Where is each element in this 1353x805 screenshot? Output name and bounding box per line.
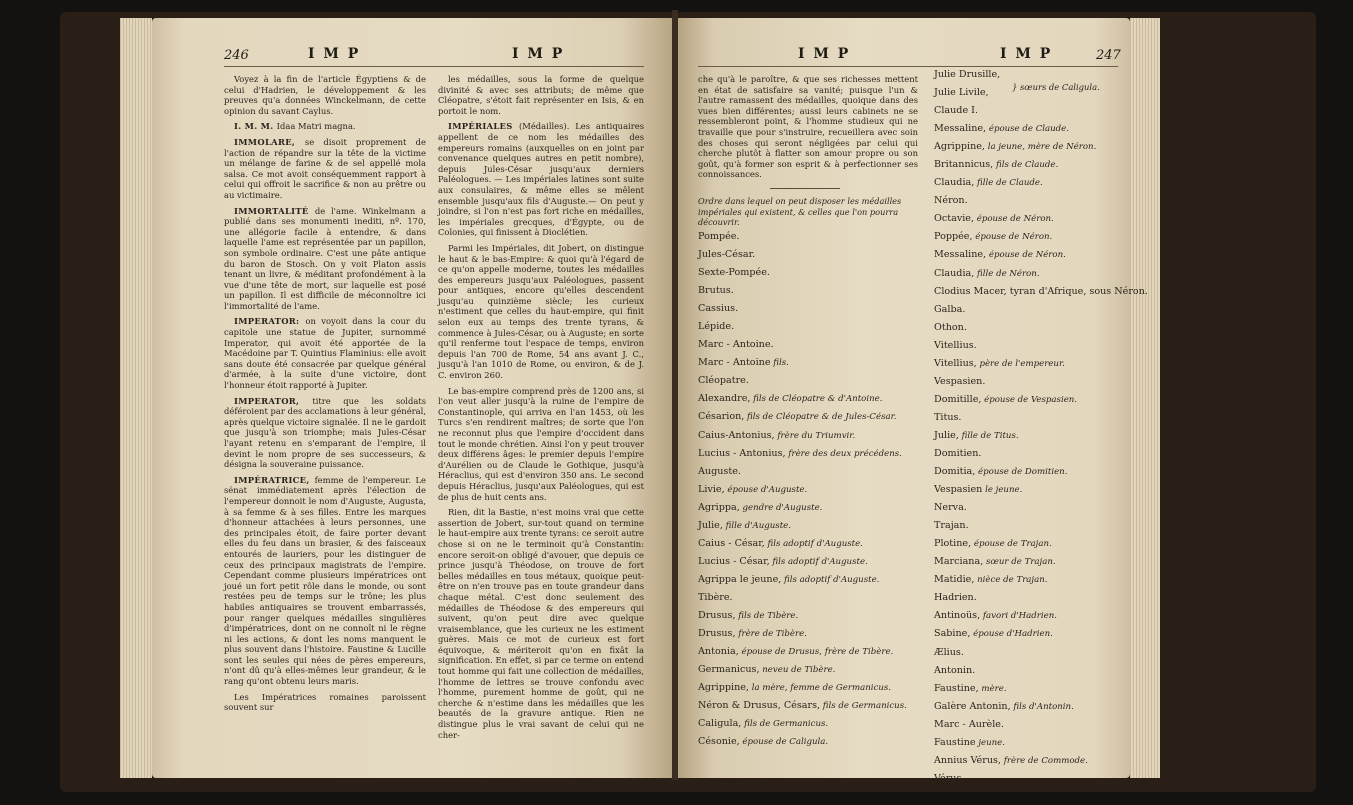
list-item-note: épouse de Néron. [972, 232, 1053, 243]
list-item-note: sœur de Trajan. [983, 557, 1056, 568]
list-item [698, 733, 928, 751]
list-item [934, 120, 1134, 138]
left-col1-paragraph [224, 396, 426, 470]
list-item-name: Néron. [934, 195, 968, 207]
entry-headword: IMPÉRATRICE, [234, 474, 315, 485]
list-item-name: Octavie, [934, 213, 975, 225]
list-item-name: Caligula, [698, 718, 742, 730]
list-item [698, 643, 928, 661]
list-item-name: Drusus, [698, 628, 736, 640]
list-item-name: Britannicus, [934, 159, 994, 171]
list-item-name: Lucius - Antonius, [698, 447, 786, 459]
left-col1-paragraph [224, 316, 426, 390]
left-col2-paragraph [438, 386, 644, 503]
entry-headword: IMMORTALITÉ [234, 205, 315, 216]
list-item-name: Brutus. [698, 285, 734, 297]
list-item-name: Livie, [698, 483, 725, 495]
entry-text: Idaa Matri magna. [276, 121, 356, 132]
list-item-note: la mère, femme de Germanicus. [748, 683, 892, 694]
list-item-name: Claude I. [934, 105, 979, 117]
list-item [934, 319, 1134, 337]
list-item [698, 607, 928, 625]
list-item [698, 715, 928, 733]
list-item-name: Plotine, [934, 538, 972, 550]
list-item-name: Nerva. [934, 502, 967, 514]
list-item [698, 336, 928, 354]
left-col1-paragraph [224, 475, 426, 687]
list-item [934, 228, 1134, 246]
list-item [934, 174, 1134, 192]
entry-text: Voyez à la fin de l'article Égyptiens & de celui d'Hadrien, le développement & les preuves qu'a données Winckelmann, de cette opinion du savant Caylus. [224, 74, 426, 116]
list-item-note: gendre d'Auguste. [739, 502, 823, 513]
list-item-note: fille d'Auguste. [722, 520, 791, 531]
list-item-note: fils de Claude. [993, 160, 1059, 171]
left-col1-paragraph [224, 692, 426, 713]
list-item [698, 463, 928, 481]
list-item-name: Vérus. [934, 772, 965, 784]
page-edges-left [120, 18, 152, 778]
list-item [934, 553, 1134, 571]
list-item-note: épouse de Néron. [974, 214, 1054, 225]
list-item-name: Agrippine, [934, 141, 985, 153]
entry-text: les médailles, sous la forme de quelque divinité & avec ses attributs; de même que Cléopatre, s'étoit fait représenter en Isis, & en portoit le nom. [438, 74, 644, 116]
list-item-name: Lépide. [698, 321, 735, 333]
list-item-name: Marc - Aurèle. [934, 718, 1005, 730]
left-column-2 [438, 74, 644, 745]
list-item-note: nièce de Trajan. [974, 575, 1048, 586]
entry-text: Rien, dit la Bastie, n'est moins vrai que cette assertion de Jobert, sur-tout quand on termine le haut-empire aux trente tyrans: ce seroit autre chose si on ne le terminoit qu'à Constantin: encore seroit-on obligé d'avouer, que depuis ce prince jusqu'à Théodose, on trouve de fort belles médailles en tous métaux, quoique peut-être on n'en trouve pas en toute grandeur dans chaque métal. C'est donc seulement des médailles de Théodose & des empereurs qui suivent, qu'on peut dire avec quelque vraisemblance, que les curieux ne les estiment guères. Mais ce mot de curieux est fort équivoque, & mériteroit qu'on en fixât la signification. En effet, si par ce terme on entend tout homme qui fait une collection de médailles, l'homme de lettres se trouve confondu avec l'homme, purement homme de goût, qui ne cherche & n'estime dans les médailles que les beautés de la gravure antique. Rien ne distingue plus le vrai savant de celui qui ne cher- [438, 507, 644, 740]
list-item [698, 318, 928, 336]
list-item-name: Césarion, [698, 411, 745, 423]
page-edges-right [1130, 18, 1160, 778]
list-item-note: neveu de Tibère. [759, 665, 836, 676]
entry-text: Parmi les Impériales, dit Jobert, on distingue le haut & le bas-Empire: & quoi qu'à l'égard de ce qu'on appelle moderne, toutes les médailles des empereurs jusqu'aux Paléologues, passent pour antiques, encore qu'elles descendent jusqu'au quinzième siècle; les curieux n'estiment que celles du haut-empire, qui finit selon eux au temps des trente tyrans, & commence à Jules-César, ou à Auguste; en sorte qu'il renferme tout l'espace de temps, environ depuis l'an 700 de Rome, 54 ans avant J. C., jusqu'à l'an 1010 de Rome, ou environ, & de J. C. environ 260. [438, 242, 644, 381]
list-item-name: Galère Antonin, [934, 700, 1011, 712]
list-item [698, 372, 928, 390]
list-item [698, 246, 928, 264]
list-item-name: Cassius. [698, 303, 739, 315]
list-item [934, 445, 1134, 463]
list-item [934, 265, 1134, 283]
list-item [698, 535, 928, 553]
entry-text: (Médailles). Les antiquaires appellent de ce nom les médailles des empereurs romains (auxquelles on en joint par convenance quelques autres en petit nombre), depuis Jules-César jusqu'aux derniers Paléologues. — Les impériales latines sont suite aux consulaires, & même elles se mêlent ensemble jusqu'aux fils d'Auguste.— On peut y joindre, si l'on n'est pas fort riche en médailles, les impériales grecques, d'Égypte, ou de Colonies, qui finissent à Dioclétien. [438, 121, 644, 238]
list-item [934, 607, 1134, 625]
entry-text: de l'ame. Winkelmann a publié dans ses monumenti inediti, nº. 170, une allégorie facile à entendre, & dans laquelle l'ame est représentée par un papillon, son symbole ordinaire. C'est une pâte antique du baron de Stosch. On y voit Platon assis tenant un livre, & méditant profondément à la vue d'une tête de mort, sur laquelle est posé un papillon. Il est difficile de méconnoître ici l'immortalité de l'ame. [224, 205, 427, 311]
list-item [934, 210, 1134, 228]
list-item-name: Agrippine, [698, 682, 749, 694]
list-item-note: la jeune, mère de Néron. [984, 142, 1097, 153]
list-item-note: fils adoptif d'Auguste. [764, 538, 863, 549]
list-item-name: Marciana, [934, 556, 984, 568]
list-item [934, 301, 1134, 319]
list-item-note: fille de Titus. [958, 430, 1019, 441]
list-item [698, 697, 928, 715]
list-item-note: frère du Triumvir. [774, 430, 856, 441]
list-item [698, 625, 928, 643]
list-item-name: Matidie, [934, 574, 975, 586]
list-item [934, 481, 1134, 499]
list-item-note: favori d'Hadrien. [980, 611, 1057, 622]
list-item [698, 517, 928, 535]
list-item [698, 264, 928, 282]
list-item-note: fils adoptif d'Auguste. [781, 574, 880, 585]
list-item-name: Caius - César, [698, 537, 765, 549]
list-item-note: épouse de Drusus, frère de Tibère. [738, 647, 894, 658]
list-item-note: mère. [978, 683, 1007, 694]
left-col2-paragraph [438, 74, 644, 116]
list-item [934, 373, 1134, 391]
left-column-1 [224, 74, 426, 718]
list-item-name: Ælius. [934, 646, 964, 658]
list-item-name: Néron & Drusus, Césars, [698, 700, 821, 712]
list-item-note: père de l'empereur. [976, 358, 1065, 369]
left-page [152, 18, 672, 778]
list-item-note: fils adoptif d'Auguste. [769, 556, 868, 567]
list-item [698, 300, 928, 318]
left-col1-paragraph [224, 137, 426, 201]
page-number-left: 246 [224, 48, 249, 63]
list-item-note: fils de Cléopatre & d'Antoine. [750, 394, 883, 405]
emperor-list-2 [934, 66, 1148, 788]
list-item-note: épouse d'Auguste. [724, 484, 808, 495]
entry-headword: IMPÉRIALES [448, 121, 519, 132]
right-column-intro: che qu'à le paroître, & que ses richesses mettent en état de satisfaire sa vanité; puisque l'un & l'autre ramassent des médailles, quoique dans des vues bien différentes; aussi leurs cabinets ne se ressembleront point, & l'homme studieux qui ne travaille que pour s'instruire, recueillera avec soin des choses qui seront négligées par celui qui cherche plutôt à flatter son amour propre ou son goût, qu'à former son esprit & à perfectionner ses connoissances. [698, 74, 918, 180]
list-item [934, 391, 1134, 409]
entry-text: femme de l'empereur. Le sénat immédiatement après l'élection de l'empereur donnoit le nom d'Auguste, Augusta, à sa femme & à ses filles. Entre les marques d'honneur attachées à leurs personnes, une des principales étoit, de faire porter devant elles du feu dans un brasier, & des faisceaux entourés de lauriers, pour les distinguer de ceux des principaux magistrats de l'empire. Cependant comme plusieurs impératrices ont joué un fort petit rôle dans le monde, ou sont restées peu de temps sur le trône; les plus habiles antiquaires se trouvent embarrassés, pour ranger quelques médailles singulières d'impératrices, dont on ne connoît ni le règne ni les actions, & dont les noms manquent le plus souvent dans l'histoire. Faustine & Lucille sont les seules qui nées de pères empereurs, n'ont dû qu'à elles-mêmes leur grandeur, & le rang qu'ont obtenu leurs maris. [224, 474, 427, 687]
list-item-note: épouse de Caligula. [739, 737, 829, 748]
list-item-name: Auguste. [698, 465, 741, 477]
list-item-name: Marc - Antoine [698, 357, 771, 369]
list-item-name: Vespasien. [934, 375, 986, 387]
list-item-name: Domitien. [934, 447, 982, 459]
list-item-note: épouse de Claude. [986, 124, 1069, 135]
entry-headword: I. M. M. [234, 121, 277, 132]
list-item-name: Cléopatre. [698, 375, 749, 387]
list-item [698, 354, 928, 372]
list-item-note: frère des deux précédens. [785, 448, 902, 459]
left-col1-paragraph [224, 74, 426, 116]
list-item [934, 156, 1134, 174]
list-item-name: Julie Livile, [934, 87, 989, 99]
list-item [934, 192, 1134, 210]
list-item-name: Antonin. [934, 664, 976, 676]
section-divider [770, 188, 840, 189]
list-item-note: fils de Cléopatre & de Jules-César. [744, 412, 897, 423]
list-item [934, 499, 1134, 517]
list-item-name: Titus. [934, 411, 962, 423]
entry-text: Les Impératrices romaines paroissent souvent sur [224, 691, 426, 713]
running-head-right-2: I M P [1000, 46, 1053, 62]
list-item-note: fils de Germanicus. [741, 719, 829, 730]
list-item-name: Antinoüs, [934, 610, 981, 622]
list-item [698, 228, 928, 246]
list-item-name: Pompée. [698, 231, 740, 242]
left-col1-paragraph [224, 121, 426, 132]
list-item-name: Agrippa le jeune, [698, 573, 782, 585]
entry-text: se disoit proprement de l'action de répandre sur la tête de la victime un mélange de farine & de sel appellé mola salsa. Ce mot avoit conséquemment rapport à celui qui offroit le sacrifice & non au prêtre ou au victimaire. [224, 136, 426, 200]
list-item-name: Messaline, [934, 249, 987, 261]
entry-headword: IMPERATOR: [234, 316, 306, 327]
list-item-name: Annius Vérus, [934, 754, 1001, 766]
list-item-name: Julie, [934, 429, 959, 441]
running-head-left-1: I M P [308, 46, 361, 62]
list-item-note: fils de Germanicus. [820, 701, 907, 712]
list-item-name: Sexte-Pompée. [698, 267, 770, 279]
list-item-name: Julie, [698, 519, 723, 531]
list-item [934, 517, 1134, 535]
list-item-name: Domitia, [934, 466, 976, 478]
list-item-name: Césonie, [698, 736, 740, 748]
list-item-note: frère de Commode. [1000, 755, 1088, 766]
list-item [934, 589, 1134, 607]
list-item-name: Domitille, [934, 393, 982, 405]
list-item [698, 571, 928, 589]
list-item [934, 138, 1134, 156]
list-item-note: épouse d'Hadrien. [970, 629, 1053, 640]
list-item-name: Faustine [934, 736, 976, 748]
list-item [698, 679, 928, 697]
list-item [934, 337, 1134, 355]
list-item [934, 680, 1134, 698]
list-item-name: Lucius - César, [698, 555, 770, 567]
left-col1-paragraph [224, 206, 426, 312]
emperor-list-1 [698, 228, 928, 751]
list-item [698, 408, 928, 426]
list-item-name: Antonia, [698, 646, 739, 658]
list-item-note: épouse de Trajan. [971, 539, 1052, 550]
list-item [698, 661, 928, 679]
left-col2-paragraph [438, 121, 644, 238]
list-item-note: épouse de Néron. [986, 250, 1066, 261]
list-item-name: Galba. [934, 303, 966, 315]
list-item [934, 246, 1134, 264]
list-item [698, 427, 928, 445]
list-item-name: Clodius Macer, tyran d'Afrique, sous Néron. [934, 285, 1148, 297]
list-item [698, 589, 928, 607]
list-item [934, 409, 1134, 427]
list-item [934, 427, 1134, 445]
list-item [934, 102, 1134, 120]
list-item-note: épouse de Vespasien. [981, 394, 1078, 405]
list-item-name: Messaline, [934, 123, 987, 135]
list-item [934, 355, 1134, 373]
header-rule-left [224, 66, 644, 67]
list-item-name: Faustine, [934, 682, 979, 694]
entry-text: Le bas-empire comprend près de 1200 ans, si l'on veut aller jusqu'à la ruine de l'empire de Constantinople, qui arriva en l'an 1453, où les Turcs s'en rendirent maîtres; de sorte que l'on ne reconnut plus que l'empire d'occident dans tout le monde chrétien. Ainsi l'on y peut trouver deux différens âges: le premier depuis l'empire d'Aurélien ou de Claude le Gothique, jusqu'à Héraclius, qui est d'environ 350 ans. Le second depuis Héraclius, jusqu'aux Paléologues, qui est de plus de huit cents ans. [438, 385, 644, 502]
list-item-note: fille de Claude. [974, 178, 1043, 189]
list-item-name: Vitellius. [934, 339, 977, 351]
list-item-name: Caius-Antonius, [698, 429, 775, 441]
page-number-right: 247 [1096, 48, 1121, 63]
list-item-name: Drusus, [698, 609, 736, 621]
running-head-left-2: I M P [512, 46, 565, 62]
left-col2-paragraph [438, 243, 644, 381]
list-item-name: Trajan. [934, 520, 969, 532]
list-item-note: fils d'Antonin. [1010, 701, 1074, 712]
entry-text: on voyoit dans la cour du capitole une statue de Jupiter, surnommé Imperator, qui avoit été apportée de la Macédoine par T. Quintius Flaminius: elle avoit sans doute été consacrée par quelque général d'armée, à la suite d'une victoire, dont l'honneur étoit rapporté à Jupiter. [224, 316, 426, 391]
list-item-name: Poppée, [934, 231, 973, 243]
list-item-note: épouse de Domitien. [975, 467, 1068, 478]
list-item-name: Alexandre, [698, 393, 751, 405]
list-item [698, 282, 928, 300]
list-item [934, 463, 1134, 481]
order-heading: Ordre dans lequel on peut disposer les médailles impériales qui existent, & celles que l'on pourra découvrir. [698, 196, 902, 227]
list-item [934, 752, 1134, 770]
list-item-name: Jules-César. [698, 249, 756, 261]
list-item-name: Agrippa, [698, 501, 740, 513]
list-item-note: frère de Tibère. [735, 629, 807, 640]
list-item-name: Germanicus, [698, 664, 760, 676]
list-item-name: Hadrien. [934, 592, 977, 604]
list-item-note: fille de Néron. [974, 268, 1040, 279]
list-item-name: Julie Drusille, [934, 69, 1001, 80]
list-item [934, 571, 1134, 589]
list-item-note: fils de Tibère. [735, 610, 799, 621]
list-item [934, 770, 1134, 788]
list-item [934, 283, 1148, 301]
list-item [934, 535, 1134, 553]
list-item [698, 481, 928, 499]
running-head-right-1: I M P [798, 46, 851, 62]
sisters-note: } sœurs de Caligula. [1012, 82, 1100, 92]
list-item-name: Claudia, [934, 267, 975, 279]
list-item-note: le jeune. [982, 485, 1023, 496]
list-item [934, 625, 1134, 643]
right-page [678, 18, 1148, 784]
list-item-name: Marc - Antoine. [698, 339, 774, 351]
list-item-name: Othon. [934, 321, 967, 333]
list-item-name: Tibère. [698, 591, 733, 603]
list-item [934, 662, 1134, 680]
left-col2-paragraph [438, 507, 644, 740]
entry-headword: IMMOLARE, [234, 136, 305, 147]
list-item [934, 716, 1134, 734]
list-item [934, 698, 1134, 716]
list-item-note: fils. [770, 358, 789, 369]
list-item-name: Claudia, [934, 177, 975, 189]
list-item-name: Vespasien [934, 484, 983, 496]
entry-text: titre que les soldats déféroient par des acclamations à leur général, après quelque victoire signalée. Il ne le gardoit que jusqu'à son triomphe; mais Jules-César l'ayant retenu en s'emparant de l'empire, il devint le nom propre de ses successeurs, & désigna la souveraine puissance. [224, 395, 426, 470]
list-item-name: Vitellius, [934, 357, 977, 369]
entry-headword: IMPERATOR, [234, 395, 313, 406]
list-item [698, 390, 928, 408]
list-item [698, 499, 928, 517]
list-item [934, 644, 1134, 662]
list-item [698, 553, 928, 571]
list-item [934, 734, 1134, 752]
list-item-name: Sabine, [934, 628, 971, 640]
list-item-note: jeune. [975, 737, 1005, 748]
list-item [698, 445, 928, 463]
